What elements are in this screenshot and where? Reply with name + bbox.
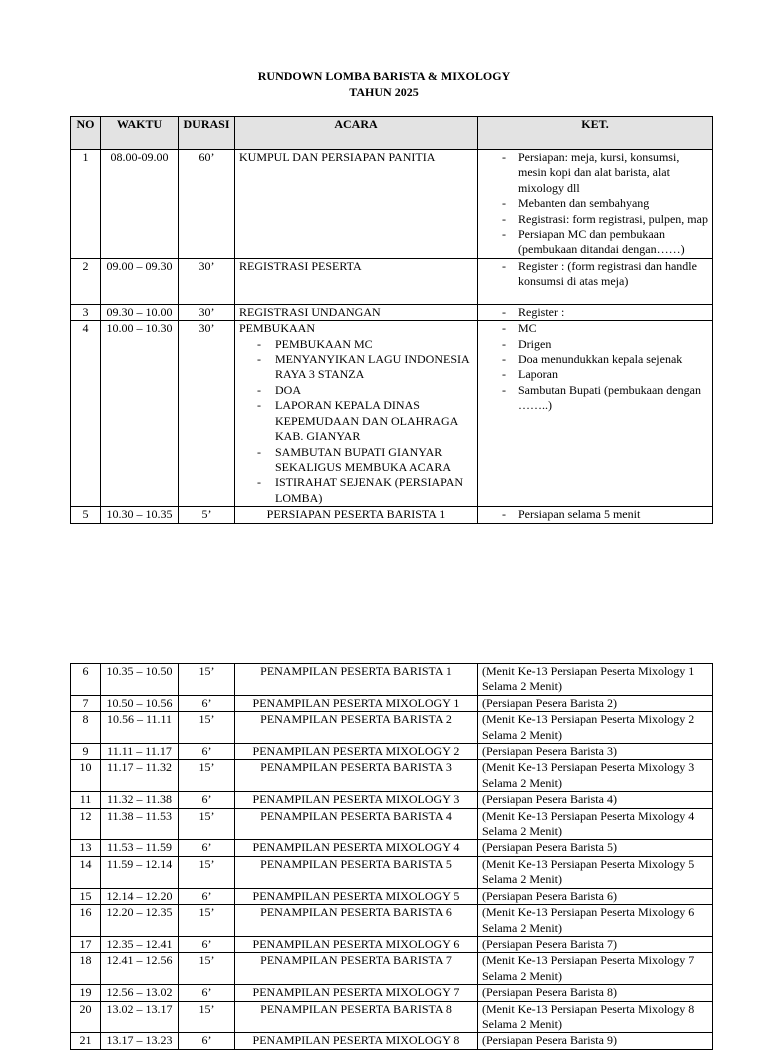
cell-waktu: 10.30 – 10.35 — [101, 507, 179, 523]
cell-no: 2 — [71, 258, 101, 304]
header-no: NO — [71, 117, 101, 150]
cell-no: 12 — [71, 808, 101, 840]
cell-ket: (Menit Ke-13 Persiapan Peserta Mixology 6 Selama 2 Menit) — [478, 905, 713, 937]
cell-acara: PENAMPILAN PESERTA BARISTA 6 — [235, 905, 478, 937]
cell-durasi: 60’ — [179, 150, 235, 259]
cell-ket: (Persiapan Pesera Barista 7) — [478, 936, 713, 952]
cell-no: 13 — [71, 840, 101, 856]
table-row — [71, 888, 713, 904]
acara-text: REGISTRASI UNDANGAN — [239, 304, 381, 319]
acara-text: PERSIAPAN PESERTA BARISTA 1 — [266, 507, 446, 522]
acara-text: PEMBUKAAN — [239, 321, 316, 336]
table-row — [71, 695, 713, 711]
table-row — [71, 856, 713, 888]
cell-acara: PENAMPILAN PESERTA BARISTA 5 — [235, 856, 478, 888]
cell-ket — [478, 507, 713, 523]
cell-no: 3 — [71, 304, 101, 320]
table-row — [71, 792, 713, 808]
cell-durasi: 6’ — [179, 840, 235, 856]
cell-no: 17 — [71, 936, 101, 952]
cell-acara: PENAMPILAN PESERTA MIXOLOGY 4 — [235, 840, 478, 856]
cell-waktu: 10.35 – 10.50 — [101, 664, 179, 696]
cell-waktu: 11.38 – 11.53 — [101, 808, 179, 840]
cell-durasi: 15’ — [179, 760, 235, 792]
table-row — [71, 744, 713, 760]
acara-subitem: - PEMBUKAAN MC — [239, 337, 473, 352]
ket-item: - MC — [482, 321, 708, 336]
table-row — [71, 985, 713, 1001]
acara-subitem: - SAMBUTAN BUPATI GIANYAR SEKALIGUS MEMBUKA ACARA — [239, 445, 473, 476]
cell-ket: (Menit Ke-13 Persiapan Peserta Mixology 2 Selama 2 Menit) — [478, 712, 713, 744]
cell-ket: (Menit Ke-13 Persiapan Peserta Mixology 8 Selama 2 Menit) — [478, 1001, 713, 1033]
ket-list — [482, 259, 708, 290]
cell-durasi: 6’ — [179, 888, 235, 904]
cell-no: 9 — [71, 744, 101, 760]
cell-acara: PENAMPILAN PESERTA BARISTA 8 — [235, 1001, 478, 1033]
cell-durasi: 30’ — [179, 258, 235, 304]
cell-acara: PENAMPILAN PESERTA MIXOLOGY 5 — [235, 888, 478, 904]
acara-subitem: - ISTIRAHAT SEJENAK (PERSIAPAN LOMBA) — [239, 475, 473, 506]
cell-waktu: 12.35 – 12.41 — [101, 936, 179, 952]
cell-no: 15 — [71, 888, 101, 904]
table-row — [71, 258, 713, 304]
cell-durasi: 6’ — [179, 985, 235, 1001]
cell-waktu: 10.50 – 10.56 — [101, 695, 179, 711]
header-waktu: WAKTU — [101, 117, 179, 150]
acara-subitem: - LAPORAN KEPALA DINAS KEPEMUDAAN DAN OLAHRAGA KAB. GIANYAR — [239, 398, 473, 444]
cell-ket: (Persiapan Pesera Barista 2) — [478, 695, 713, 711]
cell-acara — [235, 321, 478, 507]
cell-waktu: 12.20 – 12.35 — [101, 905, 179, 937]
cell-no: 8 — [71, 712, 101, 744]
table-row — [71, 507, 713, 523]
cell-waktu: 11.59 – 12.14 — [101, 856, 179, 888]
cell-waktu: 13.17 – 13.23 — [101, 1033, 179, 1049]
table-row — [71, 1001, 713, 1033]
cell-acara: PENAMPILAN PESERTA MIXOLOGY 7 — [235, 985, 478, 1001]
header-row — [71, 117, 713, 150]
table-row — [71, 808, 713, 840]
ket-item: - Doa menundukkan kepala sejenak — [482, 352, 708, 367]
cell-ket — [478, 304, 713, 320]
ket-item: - Persiapan selama 5 menit — [482, 507, 708, 522]
cell-no: 20 — [71, 1001, 101, 1033]
cell-acara — [235, 507, 478, 523]
cell-ket: (Persiapan Pesera Barista 6) — [478, 888, 713, 904]
cell-durasi: 15’ — [179, 1001, 235, 1033]
header-durasi: DURASI — [179, 117, 235, 150]
cell-acara: PENAMPILAN PESERTA MIXOLOGY 6 — [235, 936, 478, 952]
cell-no: 10 — [71, 760, 101, 792]
table-row — [71, 712, 713, 744]
cell-ket: (Menit Ke-13 Persiapan Peserta Mixology 5 Selama 2 Menit) — [478, 856, 713, 888]
cell-waktu: 13.02 – 13.17 — [101, 1001, 179, 1033]
cell-waktu: 09.30 – 10.00 — [101, 304, 179, 320]
cell-no: 7 — [71, 695, 101, 711]
cell-ket: (Persiapan Pesera Barista 8) — [478, 985, 713, 1001]
cell-durasi: 15’ — [179, 664, 235, 696]
ket-list — [482, 305, 708, 320]
cell-acara: PENAMPILAN PESERTA MIXOLOGY 1 — [235, 695, 478, 711]
cell-durasi: 6’ — [179, 744, 235, 760]
table-row — [71, 664, 713, 696]
header-ket: KET. — [478, 117, 713, 150]
ket-list — [482, 321, 708, 413]
cell-ket: (Persiapan Pesera Barista 5) — [478, 840, 713, 856]
ket-item: - Laporan — [482, 367, 708, 382]
table-row — [71, 840, 713, 856]
rundown-table-1 — [70, 116, 713, 524]
table-row — [71, 905, 713, 937]
cell-acara — [235, 258, 478, 304]
acara-text: KUMPUL DAN PERSIAPAN PANITIA — [239, 150, 436, 164]
cell-durasi: 30’ — [179, 304, 235, 320]
cell-durasi: 6’ — [179, 936, 235, 952]
cell-no: 4 — [71, 321, 101, 507]
cell-waktu: 09.00 – 09.30 — [101, 258, 179, 304]
cell-waktu: 12.56 – 13.02 — [101, 985, 179, 1001]
ket-item: - Register : (form registrasi dan handle konsumsi di atas meja) — [482, 259, 708, 290]
acara-sublist — [239, 337, 473, 506]
table-row — [71, 321, 713, 507]
title-line-2: TAHUN 2025 — [349, 85, 419, 99]
cell-durasi: 6’ — [179, 792, 235, 808]
ket-item: - Persiapan: meja, kursi, konsumsi, mesin kopi dan alat barista, alat mixology dll — [482, 150, 708, 196]
cell-waktu: 11.32 – 11.38 — [101, 792, 179, 808]
cell-no: 5 — [71, 507, 101, 523]
title-line-1: RUNDOWN LOMBA BARISTA & MIXOLOGY — [257, 69, 511, 83]
cell-waktu: 11.17 – 11.32 — [101, 760, 179, 792]
cell-durasi: 15’ — [179, 712, 235, 744]
ket-item: - Registrasi: form registrasi, pulpen, map — [482, 212, 708, 227]
document-title — [0, 68, 768, 100]
cell-durasi: 6’ — [179, 1033, 235, 1049]
cell-ket: (Menit Ke-13 Persiapan Peserta Mixology 3 Selama 2 Menit) — [478, 760, 713, 792]
cell-waktu: 08.00-09.00 — [101, 150, 179, 259]
cell-durasi: 15’ — [179, 856, 235, 888]
cell-waktu: 11.53 – 11.59 — [101, 840, 179, 856]
header-acara: ACARA — [235, 117, 478, 150]
cell-ket: (Menit Ke-13 Persiapan Peserta Mixology 7 Selama 2 Menit) — [478, 953, 713, 985]
cell-ket: (Persiapan Pesera Barista 4) — [478, 792, 713, 808]
cell-durasi: 30’ — [179, 321, 235, 507]
cell-no: 16 — [71, 905, 101, 937]
cell-waktu: 12.41 – 12.56 — [101, 953, 179, 985]
cell-acara: PENAMPILAN PESERTA MIXOLOGY 3 — [235, 792, 478, 808]
cell-acara: PENAMPILAN PESERTA MIXOLOGY 8 — [235, 1033, 478, 1049]
cell-acara: PENAMPILAN PESERTA BARISTA 2 — [235, 712, 478, 744]
ket-item: - Sambutan Bupati (pembukaan dengan ……..) — [482, 383, 708, 414]
cell-no: 19 — [71, 985, 101, 1001]
cell-no: 1 — [71, 150, 101, 259]
cell-acara: PENAMPILAN PESERTA MIXOLOGY 2 — [235, 744, 478, 760]
acara-subitem: - DOA — [239, 383, 473, 398]
cell-no: 11 — [71, 792, 101, 808]
cell-acara — [235, 150, 478, 259]
cell-acara: PENAMPILAN PESERTA BARISTA 4 — [235, 808, 478, 840]
cell-ket: (Persiapan Pesera Barista 3) — [478, 744, 713, 760]
cell-acara: PENAMPILAN PESERTA BARISTA 7 — [235, 953, 478, 985]
cell-ket — [478, 258, 713, 304]
cell-acara: PENAMPILAN PESERTA BARISTA 3 — [235, 760, 478, 792]
table-row — [71, 1033, 713, 1049]
cell-durasi: 15’ — [179, 953, 235, 985]
ket-item: - Drigen — [482, 337, 708, 352]
cell-durasi: 15’ — [179, 808, 235, 840]
ket-list — [482, 150, 708, 258]
cell-waktu: 11.11 – 11.17 — [101, 744, 179, 760]
cell-ket — [478, 321, 713, 507]
cell-durasi: 15’ — [179, 905, 235, 937]
cell-waktu: 10.56 – 11.11 — [101, 712, 179, 744]
acara-text: REGISTRASI PESERTA — [239, 258, 362, 273]
cell-acara — [235, 304, 478, 320]
cell-acara: PENAMPILAN PESERTA BARISTA 1 — [235, 664, 478, 696]
acara-subitem: - MENYANYIKAN LAGU INDONESIA RAYA 3 STANZA — [239, 352, 473, 383]
cell-waktu: 10.00 – 10.30 — [101, 321, 179, 507]
table-row — [71, 304, 713, 320]
table-row — [71, 150, 713, 259]
cell-waktu: 12.14 – 12.20 — [101, 888, 179, 904]
cell-durasi: 5’ — [179, 507, 235, 523]
rundown-table-2 — [70, 663, 713, 1050]
cell-no: 18 — [71, 953, 101, 985]
ket-item: - Register : — [482, 305, 708, 320]
table-row — [71, 953, 713, 985]
table-row — [71, 936, 713, 952]
cell-no: 14 — [71, 856, 101, 888]
cell-durasi: 6’ — [179, 695, 235, 711]
cell-ket: (Menit Ke-13 Persiapan Peserta Mixology 1 Selama 2 Menit) — [478, 664, 713, 696]
ket-item: - Persiapan MC dan pembukaan (pembukaan ditandai dengan……) — [482, 227, 708, 258]
cell-no: 6 — [71, 664, 101, 696]
cell-ket — [478, 150, 713, 259]
cell-no: 21 — [71, 1033, 101, 1049]
ket-item: - Mebanten dan sembahyang — [482, 196, 708, 211]
ket-list — [482, 507, 708, 522]
cell-ket: (Menit Ke-13 Persiapan Peserta Mixology 4 Selama 2 Menit) — [478, 808, 713, 840]
table-row — [71, 760, 713, 792]
cell-ket: (Persiapan Pesera Barista 9) — [478, 1033, 713, 1049]
